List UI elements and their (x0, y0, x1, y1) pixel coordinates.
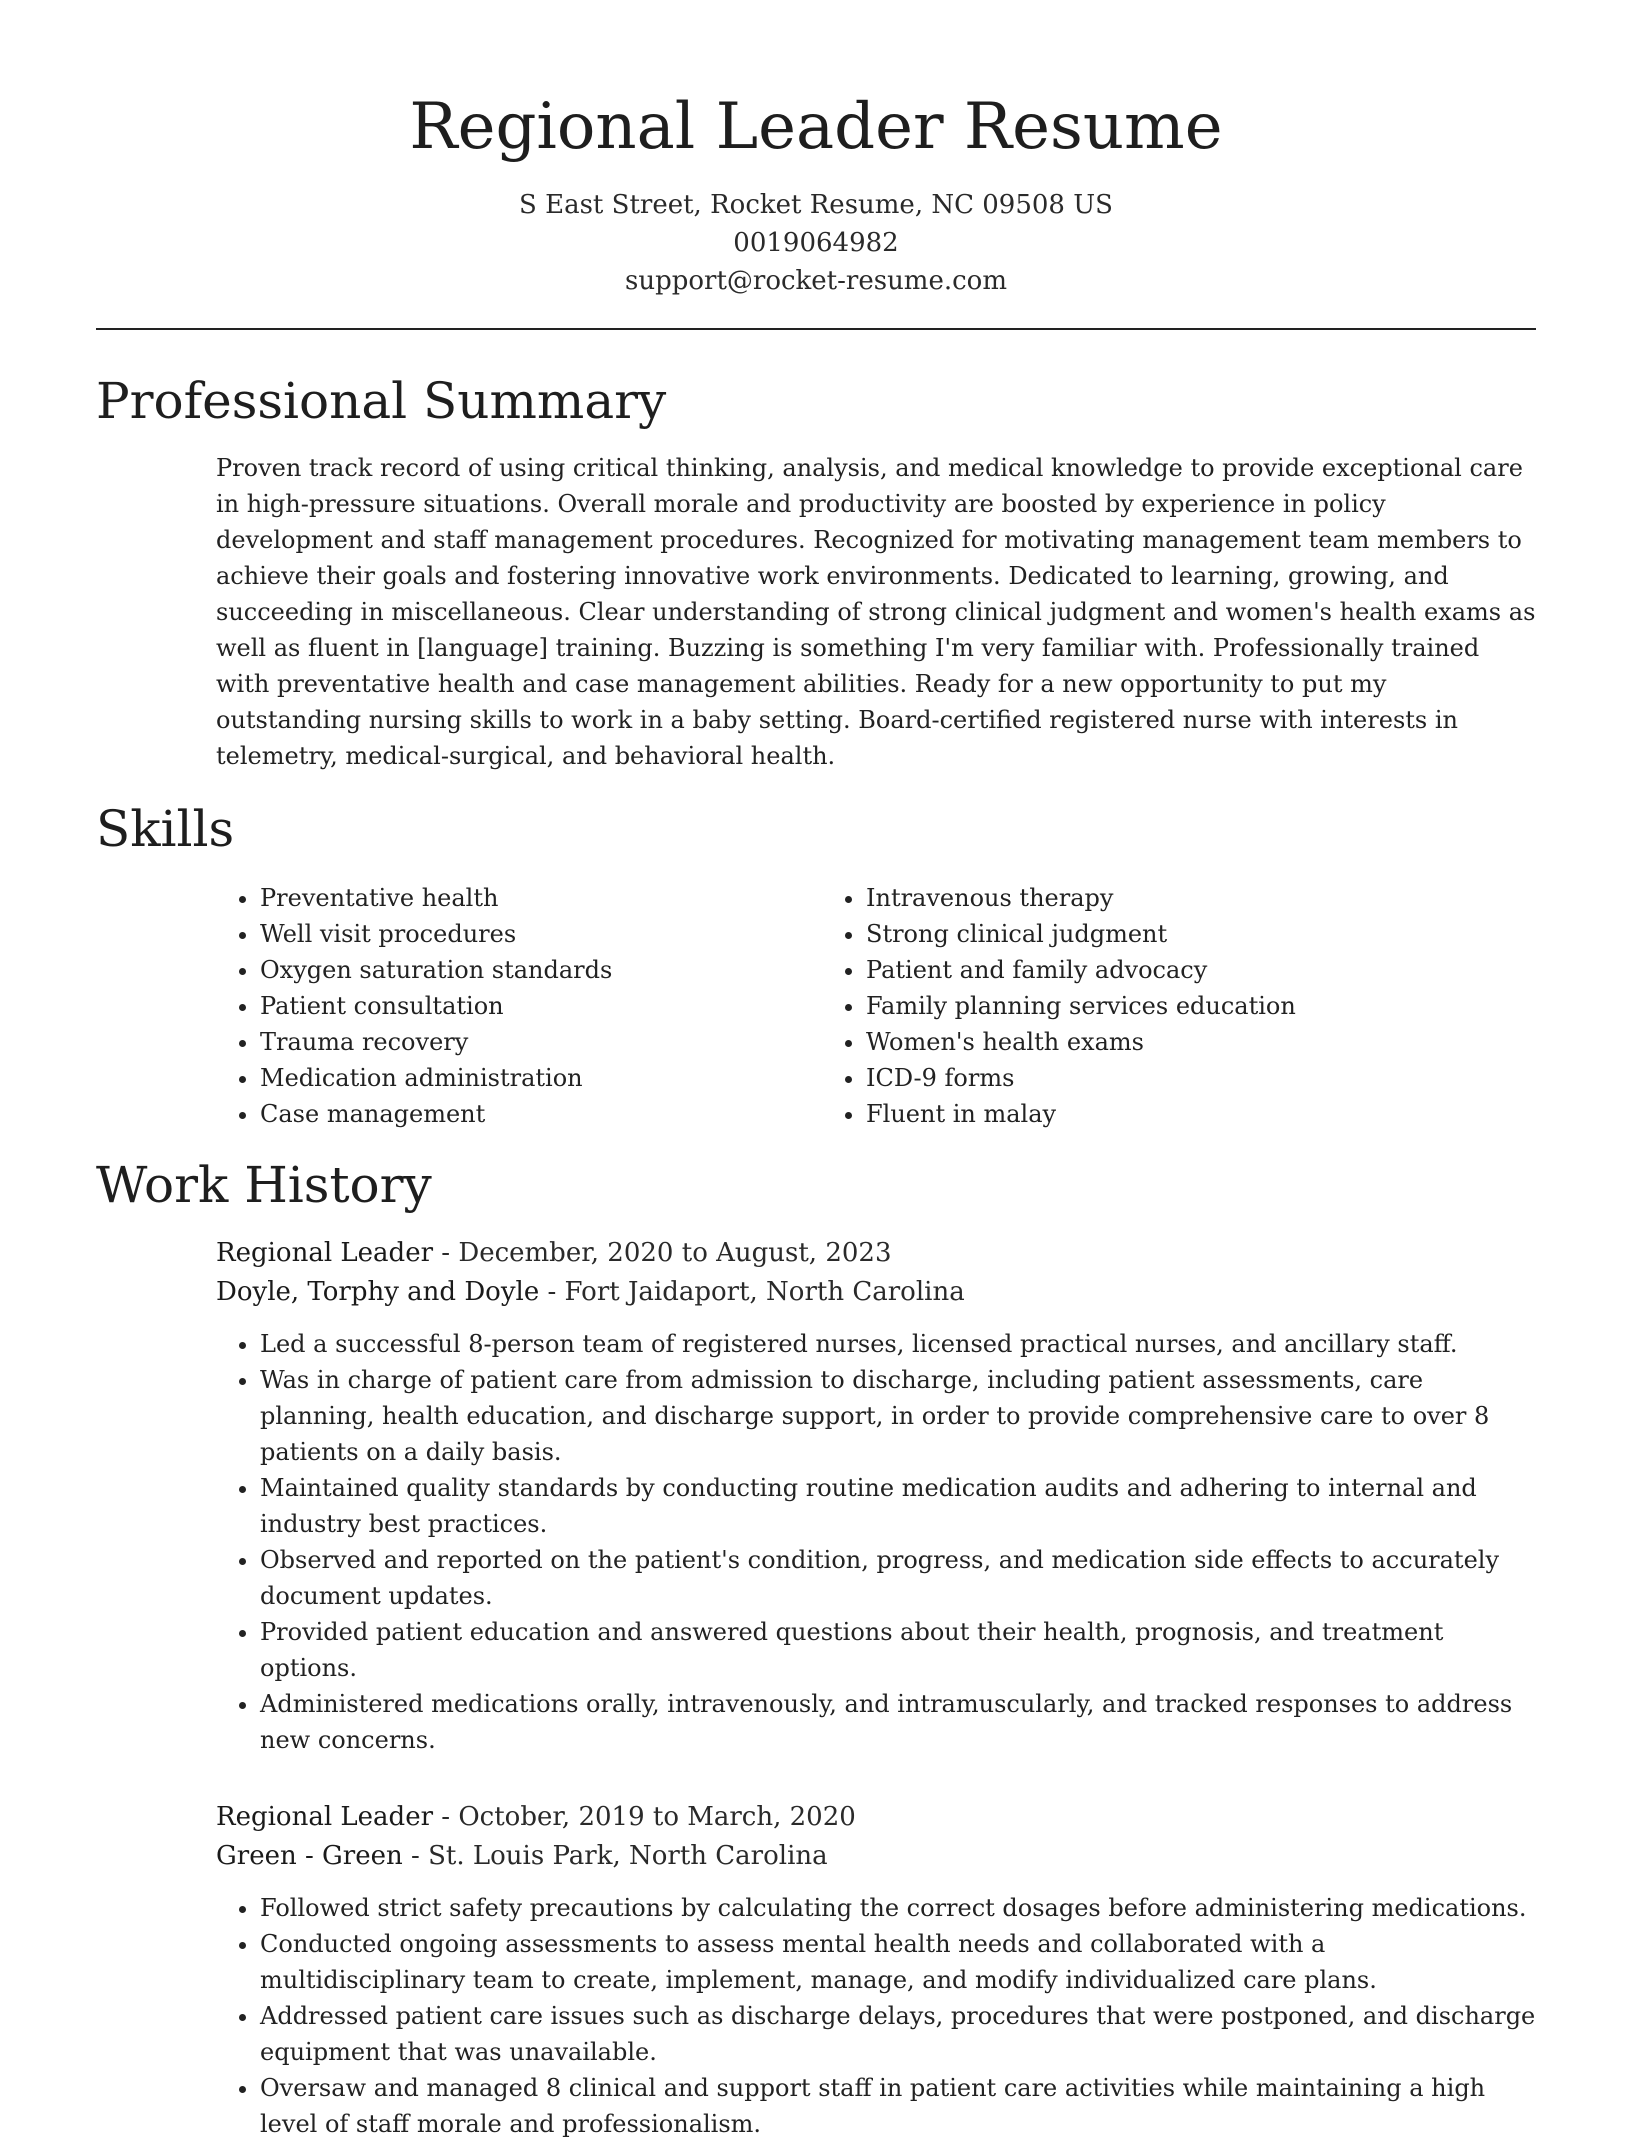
job-company: Green - Green (216, 1841, 403, 1871)
skill-item: • Fluent in malay (866, 1096, 1522, 1132)
resume-header (96, 0, 1536, 300)
skill-item: • Oxygen saturation standards (260, 952, 822, 988)
summary-section (96, 370, 1536, 774)
work-history-heading: Work History (96, 1156, 432, 1214)
skill-item: • Family planning services education (866, 988, 1522, 1024)
resume-title: Regional Leader Resume (409, 90, 1223, 164)
job-bullet: • Followed strict safety precautions by calculating the correct dosages before administering medications. (260, 1890, 1536, 1926)
skills-list-left (216, 880, 822, 1132)
summary-heading: Professional Summary (96, 372, 667, 430)
work-history-section (96, 1154, 1536, 2142)
job-bullet: • Observed and reported on the patient's condition, progress, and medication side effects to accurately document updates. (260, 1542, 1536, 1614)
job-bullets (216, 1326, 1536, 1758)
skill-item: • ICD-9 forms (866, 1060, 1522, 1096)
job-bullet: • Maintained quality standards by conducting routine medication audits and adhering to internal and industry best practices. (260, 1470, 1536, 1542)
job-bullet: • Led a successful 8-person team of registered nurses, licensed practical nurses, and ancillary staff. (260, 1326, 1536, 1362)
contact-info (96, 186, 1536, 300)
job-bullet: • Addressed patient care issues such as discharge delays, procedures that were postponed, and discharge equipment that was unavailable. (260, 1998, 1536, 2070)
skill-item: • Strong clinical judgment (866, 916, 1522, 952)
contact-email: support@rocket-resume.com (624, 266, 1007, 296)
skill-item: • Well visit procedures (260, 916, 822, 952)
skill-item: • Patient and family advocacy (866, 952, 1522, 988)
job-bullet: • Administered medications orally, intravenously, and intramuscularly, and tracked responses to address new concerns. (260, 1686, 1536, 1758)
contact-address: S East Street, Rocket Resume, NC 09508 US (519, 190, 1113, 220)
job-bullet: • Provided patient education and answered questions about their health, prognosis, and treatment options. (260, 1614, 1536, 1686)
contact-phone: 0019064982 (733, 228, 899, 258)
summary-text: Proven track record of using critical thinking, analysis, and medical knowledge to provide exceptional care in high-pressure situations. Overall morale and productivity are boosted by experience in policy development and staff management procedures. Recognized for motivating management team members to achieve their goals and fostering innovative work environments. Dedicated to learning, growing, and succeeding in miscellaneous. Clear understanding of strong clinical judgment and women's health exams as well as fluent in [language] training. Buzzing is something I'm very familiar with. Professionally trained with preventative health and case management abilities. Ready for a new opportunity to put my outstanding nursing skills to work in a baby setting. Board-certified registered nurse with interests in telemetry, medical-surgical, and behavioral health. (216, 454, 1536, 770)
skill-item: • Intravenous therapy (866, 880, 1522, 916)
job-dates: December, 2020 to August, 2023 (458, 1238, 892, 1268)
job-bullet: • Was in charge of patient care from admission to discharge, including patient assessments, care planning, health education, and discharge support, in order to provide comprehensive care to over 8 patients on a daily basis. (260, 1362, 1536, 1470)
header-divider (96, 328, 1536, 330)
resume-page (96, 0, 1536, 2142)
skill-item: • Trauma recovery (260, 1024, 822, 1060)
skills-section (96, 798, 1536, 1132)
job-entry (216, 1798, 1536, 2142)
job-title-line: Regional Leader - December, 2020 to August, 2023 (216, 1238, 892, 1268)
job-dates: October, 2019 to March, 2020 (458, 1802, 856, 1832)
skills-list-right (822, 880, 1522, 1132)
job-title: Regional Leader (216, 1802, 434, 1832)
skill-item: • Medication administration (260, 1060, 822, 1096)
job-company-line: Green - Green - St. Louis Park, North Carolina (216, 1841, 828, 1871)
job-bullets (216, 1890, 1536, 2142)
job-title-line: Regional Leader - October, 2019 to March, 2020 (216, 1802, 856, 1832)
skills-grid (216, 880, 1536, 1132)
job-location: Fort Jaidaport, North Carolina (564, 1277, 965, 1307)
job-entry (216, 1234, 1536, 1758)
job-location: St. Louis Park, North Carolina (428, 1841, 828, 1871)
job-company: Doyle, Torphy and Doyle (216, 1277, 540, 1307)
skill-item: • Patient consultation (260, 988, 822, 1024)
job-company-line: Doyle, Torphy and Doyle - Fort Jaidaport, North Carolina (216, 1277, 965, 1307)
skill-item: • Women's health exams (866, 1024, 1522, 1060)
skills-heading: Skills (96, 800, 235, 858)
job-title: Regional Leader (216, 1238, 434, 1268)
skill-item: • Case management (260, 1096, 822, 1132)
skill-item: • Preventative health (260, 880, 822, 916)
job-bullet: • Oversaw and managed 8 clinical and support staff in patient care activities while maintaining a high level of staff morale and professionalism. (260, 2070, 1536, 2142)
job-bullet: • Conducted ongoing assessments to assess mental health needs and collaborated with a multidisciplinary team to create, implement, manage, and modify individualized care plans. (260, 1926, 1536, 1998)
